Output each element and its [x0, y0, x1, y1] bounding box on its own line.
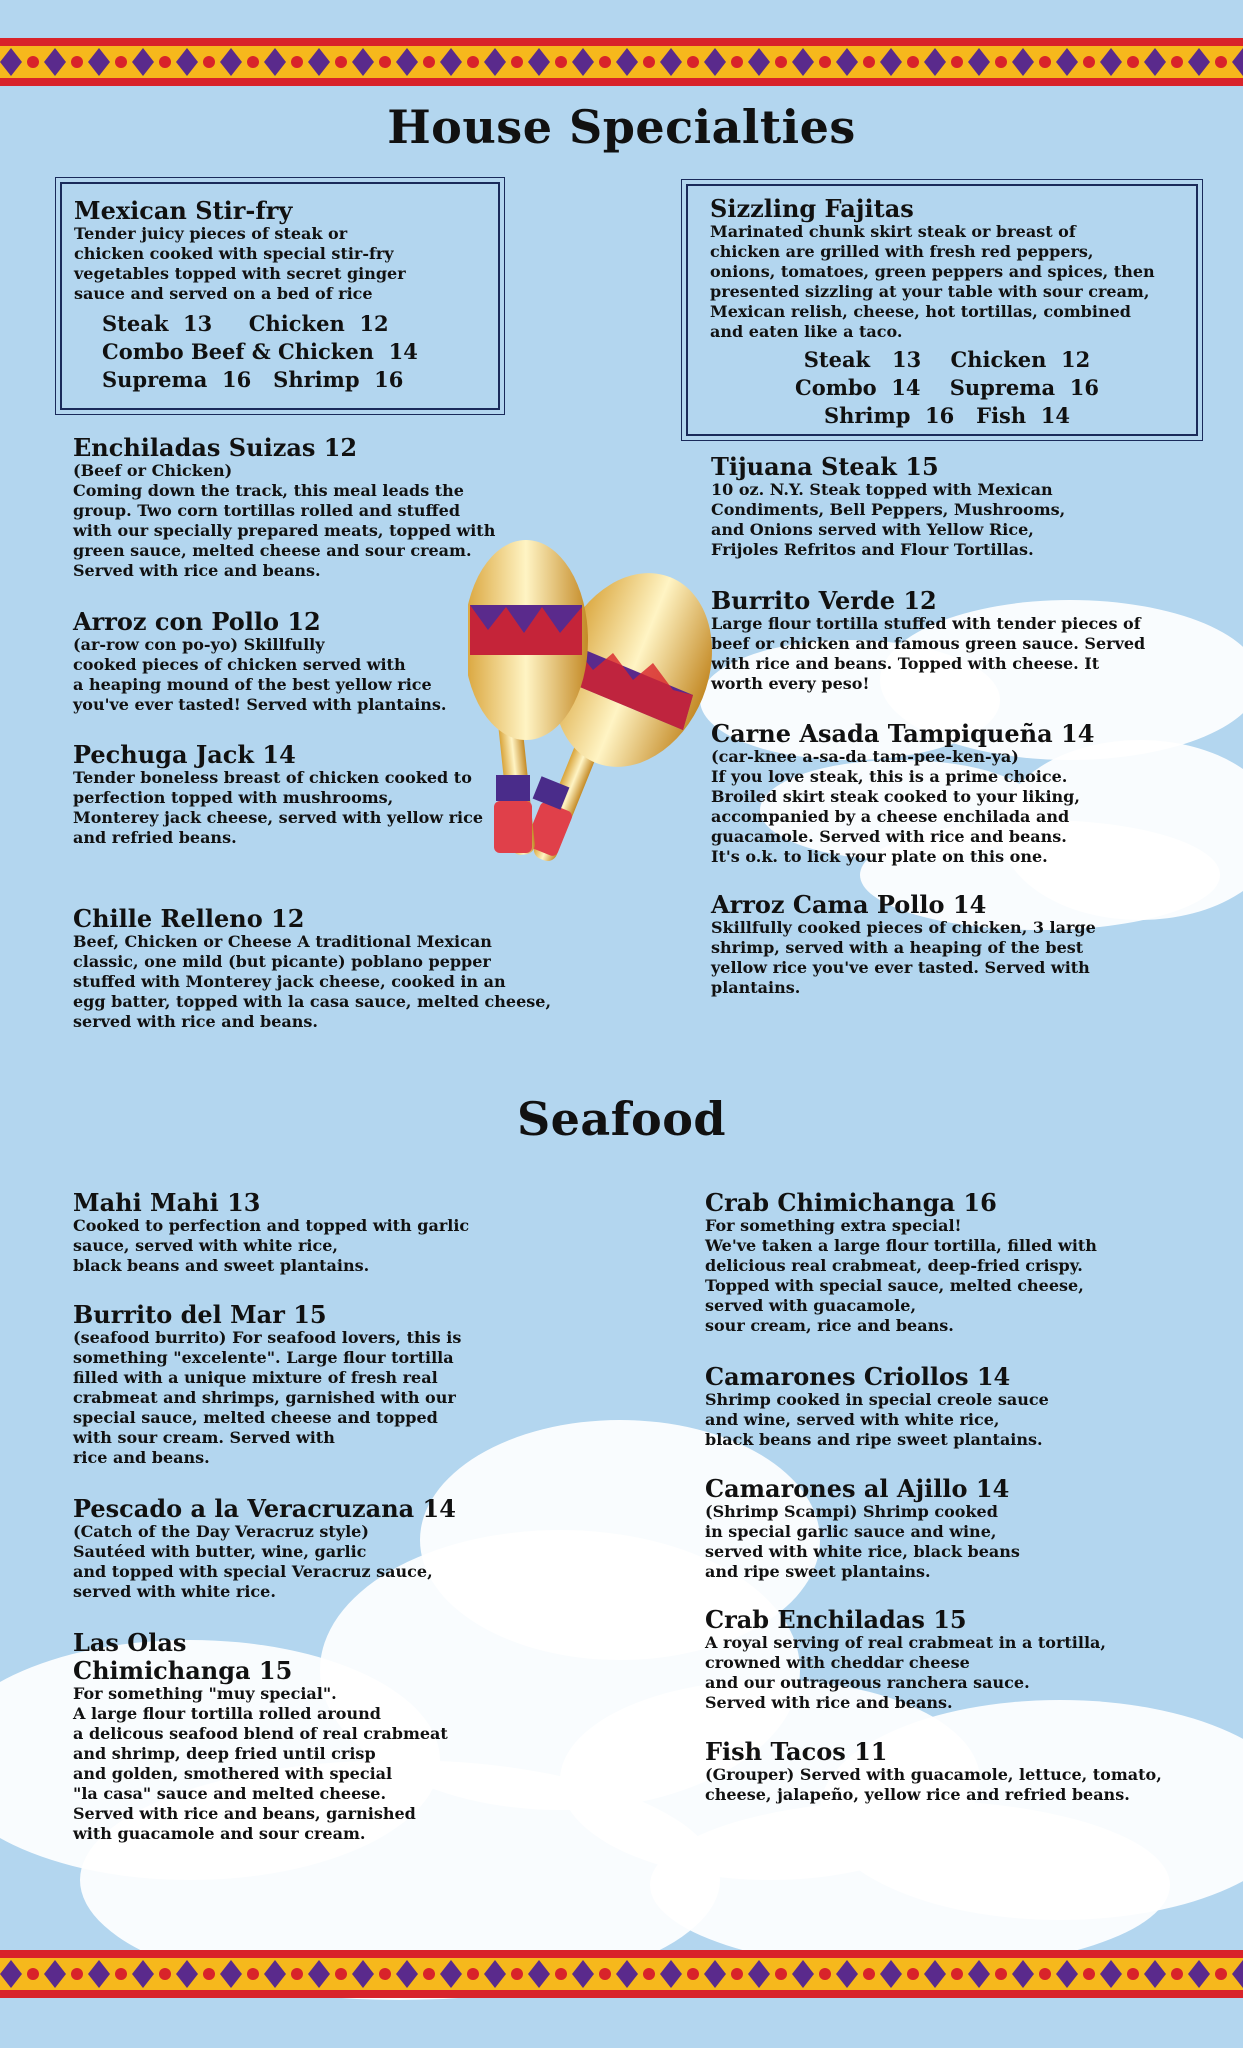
border-dot	[1127, 1968, 1139, 1980]
item-desc-line: egg batter, topped with la casa sauce, melted cheese,	[73, 992, 552, 1011]
item-desc-line: Coming down the track, this meal leads the	[73, 481, 464, 500]
border-dot	[467, 1968, 479, 1980]
fajitas-desc-line: and eaten like a taco.	[710, 322, 903, 341]
border-dot	[1083, 1968, 1095, 1980]
item-desc-line: special sauce, melted cheese and topped	[73, 1408, 438, 1427]
item-desc-line: sauce, served with white rice,	[73, 1236, 338, 1255]
item-desc-line: classic, one mild (but picante) poblano pepper	[73, 952, 491, 971]
item-desc-line: (ar-row con po-yo) Skillfully	[73, 635, 325, 654]
border-dot	[599, 1968, 611, 1980]
item-name: Camarones Criollos 14	[705, 1362, 1011, 1391]
border-pattern	[0, 1950, 1243, 1998]
item-desc-line: cooked pieces of chicken served with	[73, 655, 406, 674]
item-desc-line: and refried beans.	[73, 828, 237, 847]
border-dot	[71, 56, 83, 68]
item-desc-line: you've ever tasted! Served with plantains.	[73, 695, 447, 714]
border-dot	[203, 1968, 215, 1980]
fajitas-desc-line: onions, tomatoes, green peppers and spices, then	[710, 262, 1155, 281]
item-name: Enchiladas Suizas 12	[73, 433, 358, 462]
item-desc-line: guacamole. Served with rice and beans.	[711, 827, 1067, 846]
item-desc-line: For something extra special!	[705, 1216, 962, 1235]
border-dot	[1171, 1968, 1183, 1980]
fajitas-desc-line: chicken are grilled with fresh red peppers,	[710, 242, 1094, 261]
border-dot	[159, 56, 171, 68]
item-desc-line: rice and beans.	[73, 1448, 210, 1467]
stirfry-desc-line: vegetables topped with secret ginger	[74, 264, 406, 283]
border-dot	[951, 1968, 963, 1980]
border-dot	[555, 1968, 567, 1980]
border-dot	[335, 56, 347, 68]
item-desc-line: in special garlic sauce and wine,	[705, 1522, 997, 1541]
menu-item-camarones-al-ajillo	[705, 1476, 1225, 1582]
item-name: Crab Chimichanga 16	[705, 1188, 997, 1217]
item-desc-line: and golden, smothered with special	[73, 1764, 393, 1783]
menu-item-mahi-mahi	[73, 1190, 613, 1276]
item-desc-line: and shrimp, deep fried until crisp	[73, 1744, 376, 1763]
border-dot	[1215, 56, 1227, 68]
stirfry-price-line: Steak 13 Chicken 12	[102, 311, 389, 336]
border-dot	[907, 1968, 919, 1980]
item-desc-line: stuffed with Monterey jack cheese, cooked in an	[73, 972, 506, 991]
item-desc-line: Monterey jack cheese, served with yellow rice	[73, 808, 484, 827]
border-dot	[555, 56, 567, 68]
item-desc-line: crabmeat and shrimps, garnished with our	[73, 1388, 456, 1407]
item-name-line2: Chimichanga 15	[73, 1656, 293, 1685]
item-desc-line: Tender boneless breast of chicken cooked to	[73, 768, 472, 787]
border-dot	[1039, 56, 1051, 68]
item-desc-line: served with rice and beans.	[73, 1012, 318, 1031]
item-name: Chille Relleno 12	[73, 904, 305, 933]
item-desc-line: (seafood burrito) For seafood lovers, this is	[73, 1328, 462, 1347]
border-dot	[511, 56, 523, 68]
menu-item-las-olas-chimichanga	[73, 1628, 613, 1844]
stirfry-price-line: Suprema 16 Shrimp 16	[102, 367, 404, 392]
menu-item-tijuana-steak	[711, 454, 1211, 560]
border-dot	[1039, 1968, 1051, 1980]
item-desc-line: perfection topped with mushrooms,	[73, 788, 394, 807]
border-dot	[247, 56, 259, 68]
border-dot	[1215, 1968, 1227, 1980]
border-pattern	[0, 38, 1243, 86]
item-desc-line: and wine, served with white rice,	[705, 1410, 1000, 1429]
item-name: Arroz con Pollo 12	[73, 607, 321, 636]
item-name: Camarones al Ajillo 14	[705, 1474, 1010, 1503]
item-desc-line: For something "muy special".	[73, 1684, 337, 1703]
fajitas-price-line: Shrimp 16 Fish 14	[824, 403, 1070, 428]
item-desc-line: green sauce, melted cheese and sour cream.	[73, 541, 472, 560]
item-desc-line: accompanied by a cheese enchilada and	[711, 807, 1070, 826]
border-dot	[511, 1968, 523, 1980]
item-desc-line: (Catch of the Day Veracruz style)	[73, 1522, 369, 1541]
border-dot	[1083, 56, 1095, 68]
border-dot	[775, 1968, 787, 1980]
item-desc-line: (Grouper) Served with guacamole, lettuce, tomato,	[705, 1765, 1162, 1784]
border-dot	[643, 56, 655, 68]
border-dot	[423, 56, 435, 68]
item-desc-line: A royal serving of real crabmeat in a tortilla,	[705, 1633, 1106, 1652]
border-dot	[379, 1968, 391, 1980]
house-specialties-title: House Specialties	[387, 100, 856, 154]
item-desc-line: black beans and ripe sweet plantains.	[705, 1430, 1043, 1449]
item-desc-line: a delicous seafood blend of real crabmeat	[73, 1724, 448, 1743]
item-desc-line: cheese, jalapeño, yellow rice and refried beans.	[705, 1785, 1130, 1804]
item-desc-line: 10 oz. N.Y. Steak topped with Mexican	[711, 480, 1053, 499]
item-desc-line: delicious real crabmeat, deep-fried crispy.	[705, 1256, 1083, 1275]
border-dot	[863, 1968, 875, 1980]
item-desc-line: and our outrageous ranchera sauce.	[705, 1673, 1030, 1692]
border-dot	[643, 1968, 655, 1980]
item-desc-line: beef or chicken and famous green sauce. Served	[711, 634, 1146, 653]
stirfry-desc-line: chicken cooked with special stir-fry	[74, 244, 394, 263]
menu-item-crab-enchiladas	[705, 1607, 1225, 1713]
border-dot	[1171, 56, 1183, 68]
item-desc-line: something "excelente". Large flour tortilla	[73, 1348, 454, 1367]
border-dot	[203, 56, 215, 68]
border-dot	[687, 56, 699, 68]
item-desc-line: (car-knee a-sa-da tam-pee-ken-ya)	[711, 747, 1019, 766]
border-dot	[335, 1968, 347, 1980]
menu-item-crab-chimichanga	[705, 1190, 1225, 1336]
item-desc-line: black beans and sweet plantains.	[73, 1256, 370, 1275]
item-desc-line: If you love steak, this is a prime choice.	[711, 767, 1068, 786]
border-dot	[687, 1968, 699, 1980]
fajitas-box	[686, 184, 1198, 436]
fajitas-desc-line: Marinated chunk skirt steak or breast of	[710, 222, 1076, 241]
item-name: Tijuana Steak 15	[711, 452, 939, 481]
item-desc-line: with guacamole and sour cream.	[73, 1824, 366, 1843]
item-desc-line: Served with rice and beans, garnished	[73, 1804, 416, 1823]
fajitas-name: Sizzling Fajitas	[710, 194, 914, 223]
item-desc-line: Condiments, Bell Peppers, Mushrooms,	[711, 500, 1066, 519]
menu-item-chille-relleno	[73, 906, 633, 1032]
item-desc-line: and ripe sweet plantains.	[705, 1562, 931, 1581]
item-desc-line: served with white rice, black beans	[705, 1542, 1020, 1561]
item-desc-line: shrimp, served with a heaping of the best	[711, 938, 1084, 957]
menu-item-pescado-veracruzana	[73, 1496, 613, 1602]
item-desc-line: Large flour tortilla stuffed with tender pieces of	[711, 614, 1141, 633]
item-desc-line: (Shrimp Scampi) Shrimp cooked	[705, 1502, 998, 1521]
item-desc-line: plantains.	[711, 978, 801, 997]
item-name: Burrito Verde 12	[711, 586, 937, 615]
border-dot	[731, 56, 743, 68]
border-dot	[467, 56, 479, 68]
item-desc-line: Shrimp cooked in special creole sauce	[705, 1390, 1049, 1409]
item-name: Crab Enchiladas 15	[705, 1605, 967, 1634]
item-desc-line: We've taken a large flour tortilla, filled with	[705, 1236, 1097, 1255]
border-dot	[819, 1968, 831, 1980]
item-desc-line: and topped with special Veracruz sauce,	[73, 1562, 433, 1581]
item-desc-line: Served with rice and beans.	[705, 1693, 953, 1712]
item-desc-line: worth every peso!	[711, 674, 870, 693]
item-desc-line: It's o.k. to lick your plate on this one.	[711, 847, 1048, 866]
item-desc-line: Served with rice and beans.	[73, 561, 321, 580]
item-desc-line: (Beef or Chicken)	[73, 461, 233, 480]
item-desc-line: Frijoles Refritos and Flour Tortillas.	[711, 540, 1034, 559]
item-name: Las Olas	[73, 1628, 187, 1657]
maracas-illustration	[468, 535, 728, 895]
menu-item-burrito-del-mar	[73, 1302, 613, 1468]
item-desc-line: Topped with special sauce, melted cheese,	[705, 1276, 1084, 1295]
stirfry-price-line: Combo Beef & Chicken 14	[102, 339, 418, 364]
menu-item-burrito-verde	[711, 588, 1211, 694]
fajitas-price-line: Combo 14 Suprema 16	[795, 375, 1099, 400]
border-dot	[27, 56, 39, 68]
menu-item-fish-tacos	[705, 1739, 1225, 1805]
cloud	[650, 1800, 1170, 1970]
item-name: Carne Asada Tampiqueña 14	[711, 719, 1095, 748]
item-name: Arroz Cama Pollo 14	[711, 890, 987, 919]
item-name: Pescado a la Veracruzana 14	[73, 1494, 456, 1523]
border-dot	[71, 1968, 83, 1980]
stirfry-desc-line: Tender juicy pieces of steak or	[74, 224, 348, 243]
border-dot	[159, 1968, 171, 1980]
item-desc-line: served with guacamole,	[705, 1296, 917, 1315]
menu-item-carne-asada	[711, 721, 1211, 867]
stirfry-desc-line: sauce and served on a bed of rice	[74, 284, 373, 303]
item-desc-line: with rice and beans. Topped with cheese. It	[711, 654, 1100, 673]
item-desc-line: Broiled skirt steak cooked to your liking,	[711, 787, 1080, 806]
item-desc-line: a heaping mound of the best yellow rice	[73, 675, 432, 694]
item-desc-line: "la casa" sauce and melted cheese.	[73, 1784, 387, 1803]
fajitas-price-line: Steak 13 Chicken 12	[803, 347, 1091, 372]
border-dot	[115, 1968, 127, 1980]
item-desc-line: yellow rice you've ever tasted. Served with	[711, 958, 1090, 977]
border-dot	[1127, 56, 1139, 68]
border-dot	[599, 56, 611, 68]
item-desc-line: served with white rice.	[73, 1582, 276, 1601]
decorative-border-bottom	[0, 1950, 1243, 1998]
border-dot	[27, 1968, 39, 1980]
border-dot	[863, 56, 875, 68]
fajitas-desc-line: Mexican relish, cheese, hot tortillas, combined	[710, 302, 1131, 321]
stirfry-name: Mexican Stir-fry	[74, 196, 293, 225]
border-dot	[907, 56, 919, 68]
item-desc-line: Skillfully cooked pieces of chicken, 3 large	[711, 918, 1096, 937]
item-name: Burrito del Mar 15	[73, 1300, 327, 1329]
decorative-border-top	[0, 38, 1243, 86]
menu-item-camarones-criollos	[705, 1364, 1225, 1450]
border-dot	[775, 56, 787, 68]
border-dot	[995, 1968, 1007, 1980]
border-dot	[291, 1968, 303, 1980]
menu-item-arroz-cama-pollo	[711, 892, 1211, 998]
border-dot	[951, 56, 963, 68]
item-desc-line: Sautéed with butter, wine, garlic	[73, 1542, 367, 1561]
item-desc-line: A large flour tortilla rolled around	[73, 1704, 381, 1723]
item-desc-line: crowned with cheddar cheese	[705, 1653, 970, 1672]
item-name: Fish Tacos 11	[705, 1737, 888, 1766]
border-dot	[379, 56, 391, 68]
stirfry-box	[60, 182, 500, 410]
item-desc-line: with sour cream. Served with	[73, 1428, 335, 1447]
item-desc-line: filled with a unique mixture of fresh real	[73, 1368, 438, 1387]
border-dot	[291, 56, 303, 68]
item-name: Mahi Mahi 13	[73, 1188, 261, 1217]
border-dot	[995, 56, 1007, 68]
item-desc-line: group. Two corn tortillas rolled and stuffed	[73, 501, 461, 520]
item-desc-line: with our specially prepared meats, topped with	[73, 521, 496, 540]
item-desc-line: and Onions served with Yellow Rice,	[711, 520, 1034, 539]
border-dot	[247, 1968, 259, 1980]
border-dot	[731, 1968, 743, 1980]
item-desc-line: sour cream, rice and beans.	[705, 1316, 954, 1335]
border-dot	[423, 1968, 435, 1980]
seafood-title: Seafood	[516, 1092, 727, 1146]
fajitas-desc-line: presented sizzling at your table with sour cream,	[710, 282, 1150, 301]
item-desc-line: Beef, Chicken or Cheese A traditional Mexican	[73, 932, 492, 951]
border-dot	[115, 56, 127, 68]
item-name: Pechuga Jack 14	[73, 740, 296, 769]
border-dot	[819, 56, 831, 68]
item-desc-line: Cooked to perfection and topped with garlic	[73, 1216, 470, 1235]
